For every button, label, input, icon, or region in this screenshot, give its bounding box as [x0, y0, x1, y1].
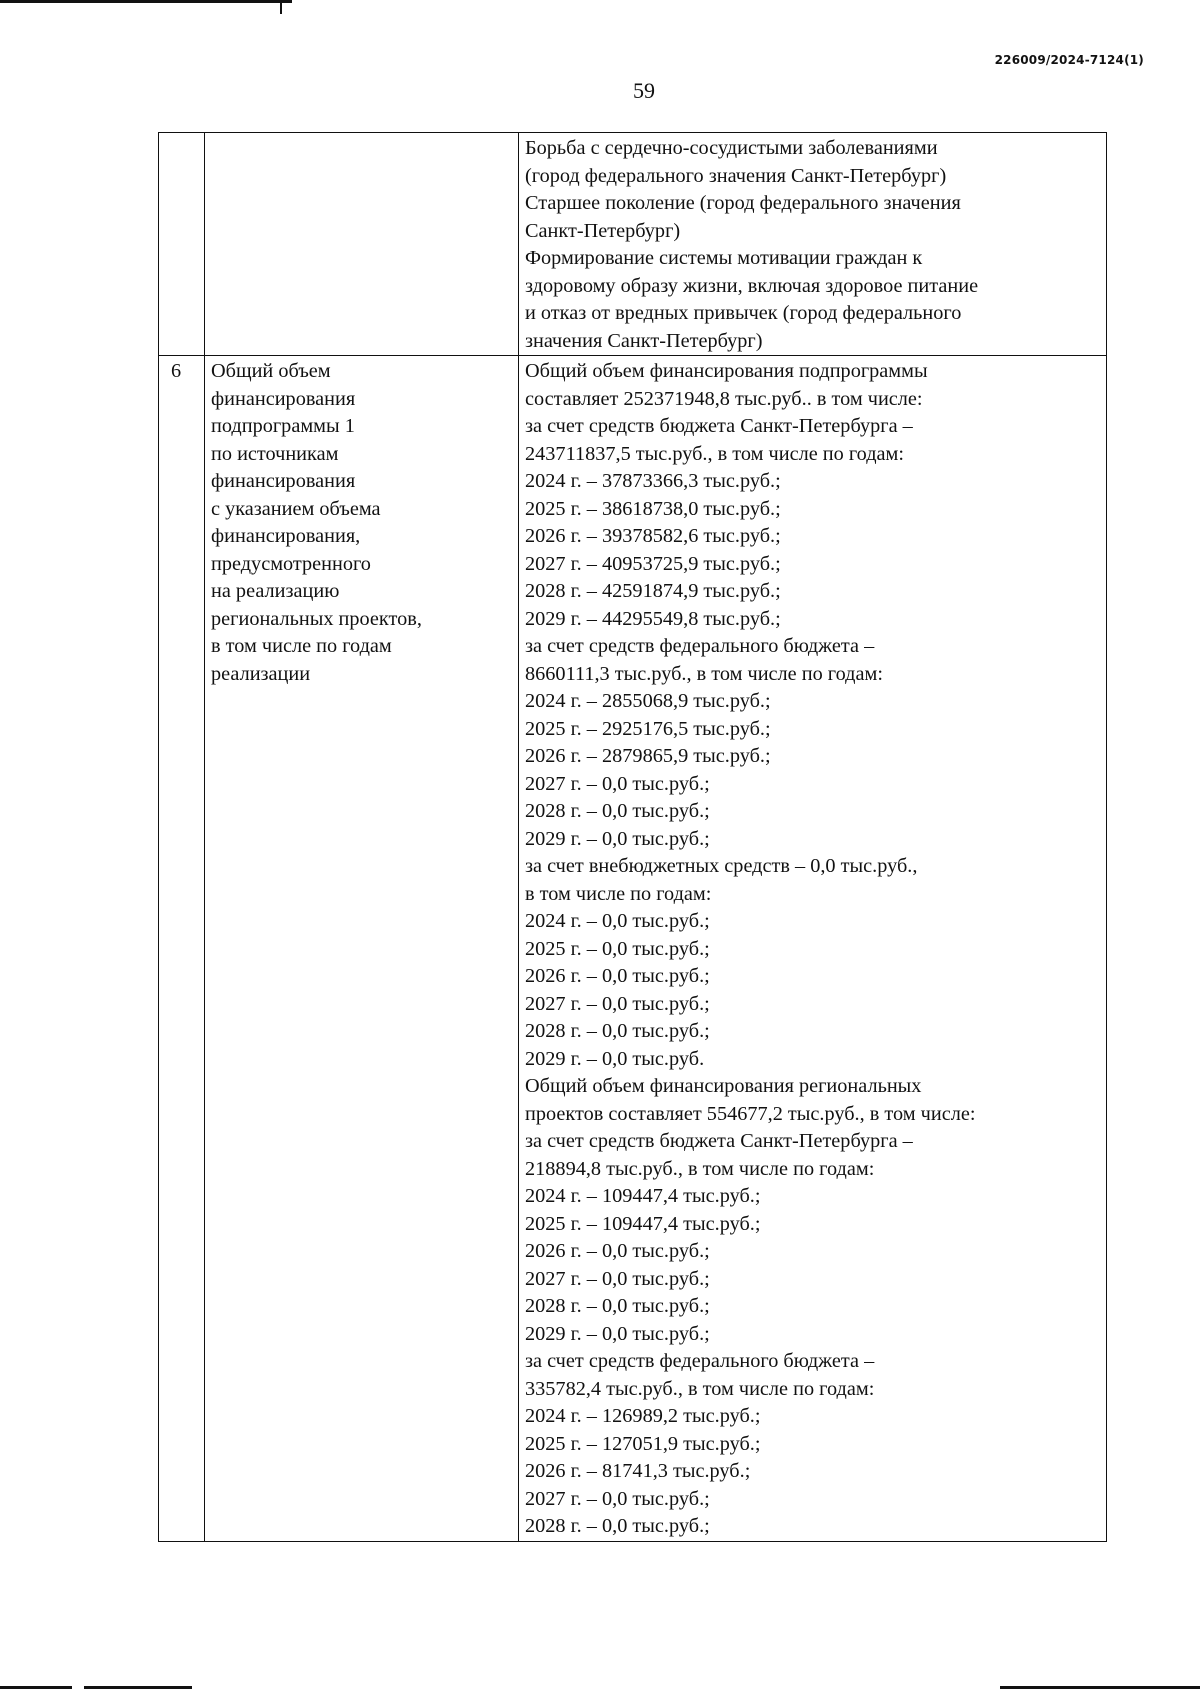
- text-line: 335782,4 тыс.руб., в том числе по годам:: [525, 1377, 875, 1400]
- text-line: в том числе по годам:: [525, 882, 712, 905]
- text-line: в том числе по годам: [211, 635, 392, 657]
- text-line: здоровому образу жизни, включая здоровое питание: [525, 274, 979, 297]
- text-line: Общий объем финансирования подпрограммы: [525, 360, 928, 382]
- text-line: 2027 г. – 0,0 тыс.руб.;: [525, 1487, 710, 1510]
- scan-edge-line-bottom: [0, 1686, 1200, 1690]
- cell-financing-details: [519, 356, 1107, 1542]
- cell-name-empty: [205, 133, 519, 356]
- parameter-name-text: [211, 358, 512, 688]
- text-line: Общий объем: [211, 360, 331, 382]
- text-line: 2026 г. – 2879865,9 тыс.руб.;: [525, 745, 771, 767]
- cell-number-empty: [159, 133, 205, 356]
- text-line: за счет средств бюджета Санкт-Петербурга –: [525, 415, 913, 437]
- text-line: 218894,8 тыс.руб., в том числе по годам:: [525, 1157, 875, 1180]
- text-line: 2026 г. – 39378582,6 тыс.руб.;: [525, 525, 781, 547]
- text-line: за счет средств бюджета Санкт-Петербурга –: [525, 1130, 913, 1152]
- table-row-6: [159, 356, 1107, 1542]
- text-line: 2024 г. – 2855068,9 тыс.руб.;: [525, 690, 771, 712]
- document-id: 226009/2024-7124(1): [994, 53, 1144, 67]
- text-line: реализации: [211, 662, 311, 685]
- text-line: 2029 г. – 44295549,8 тыс.руб.;: [525, 607, 781, 630]
- text-line: финансирования,: [211, 525, 361, 547]
- text-line: Общий объем финансирования региональных: [525, 1075, 922, 1097]
- text-line: 2029 г. – 0,0 тыс.руб.;: [525, 1322, 710, 1345]
- text-line: 2025 г. – 109447,4 тыс.руб.;: [525, 1212, 761, 1235]
- text-line: 2028 г. – 0,0 тыс.руб.;: [525, 1020, 710, 1042]
- text-line: 2027 г. – 40953725,9 тыс.руб.;: [525, 552, 781, 575]
- text-line: 2024 г. – 126989,2 тыс.руб.;: [525, 1405, 761, 1427]
- text-line: и отказ от вредных привычек (город федерального: [525, 302, 962, 324]
- text-line: Санкт-Петербург): [525, 219, 681, 242]
- text-line: составляет 252371948,8 тыс.руб.. в том числе:: [525, 387, 923, 410]
- text-line: 2027 г. – 0,0 тыс.руб.;: [525, 1267, 710, 1290]
- row-number: 6: [159, 356, 205, 1542]
- text-line: финансирования: [211, 470, 356, 492]
- text-line: региональных проектов,: [211, 607, 422, 630]
- text-line: подпрограммы 1: [211, 415, 355, 437]
- text-line: предусмотренного: [211, 552, 371, 575]
- text-line: 2029 г. – 0,0 тыс.руб.: [525, 1047, 705, 1070]
- text-line: за счет средств федерального бюджета –: [525, 635, 875, 657]
- text-line: 2024 г. – 37873366,3 тыс.руб.;: [525, 470, 781, 492]
- text-line: Формирование системы мотивации граждан к: [525, 247, 923, 269]
- text-line: 2024 г. – 0,0 тыс.руб.;: [525, 910, 710, 932]
- text-line: значения Санкт-Петербург): [525, 329, 763, 352]
- text-line: проектов составляет 554677,2 тыс.руб., в том числе:: [525, 1102, 976, 1125]
- regional-projects-list: [525, 135, 1100, 355]
- text-line: по источникам: [211, 442, 339, 465]
- text-line: финансирования: [211, 387, 356, 410]
- text-line: 2028 г. – 0,0 тыс.руб.;: [525, 1295, 710, 1317]
- financing-details-text: [525, 358, 1100, 1541]
- text-line: (город федерального значения Санкт-Петербург): [525, 164, 947, 187]
- cell-parameter-name: [205, 356, 519, 1542]
- page-number: 59: [633, 78, 655, 103]
- text-line: 2025 г. – 38618738,0 тыс.руб.;: [525, 497, 781, 520]
- text-line: 2028 г. – 0,0 тыс.руб.;: [525, 1515, 710, 1537]
- text-line: 8660111,3 тыс.руб., в том числе по годам:: [525, 662, 883, 685]
- text-line: Борьба с сердечно-сосудистыми заболеваниями: [525, 137, 938, 159]
- text-line: с указанием объема: [211, 497, 381, 520]
- text-line: 2025 г. – 2925176,5 тыс.руб.;: [525, 717, 771, 740]
- text-line: 2025 г. – 0,0 тыс.руб.;: [525, 937, 710, 960]
- text-line: 2026 г. – 81741,3 тыс.руб.;: [525, 1460, 751, 1482]
- scan-edge-line-top: [0, 0, 292, 3]
- text-line: за счет внебюджетных средств – 0,0 тыс.руб.,: [525, 855, 918, 877]
- text-line: 2027 г. – 0,0 тыс.руб.;: [525, 992, 710, 1015]
- passport-table: [158, 132, 1107, 1542]
- text-line: 2028 г. – 0,0 тыс.руб.;: [525, 800, 710, 822]
- text-line: за счет средств федерального бюджета –: [525, 1350, 875, 1372]
- cell-regional-projects: [519, 133, 1107, 356]
- text-line: 2025 г. – 127051,9 тыс.руб.;: [525, 1432, 761, 1455]
- text-line: 2026 г. – 0,0 тыс.руб.;: [525, 965, 710, 987]
- table-row-continuation: [159, 133, 1107, 356]
- text-line: 2027 г. – 0,0 тыс.руб.;: [525, 772, 710, 795]
- text-line: 2029 г. – 0,0 тыс.руб.;: [525, 827, 710, 850]
- text-line: 2026 г. – 0,0 тыс.руб.;: [525, 1240, 710, 1262]
- text-line: Старшее поколение (город федерального значения: [525, 192, 961, 214]
- text-line: на реализацию: [211, 580, 340, 602]
- text-line: 2024 г. – 109447,4 тыс.руб.;: [525, 1185, 761, 1207]
- text-line: 243711837,5 тыс.руб., в том числе по годам:: [525, 442, 905, 465]
- text-line: 2028 г. – 42591874,9 тыс.руб.;: [525, 580, 781, 602]
